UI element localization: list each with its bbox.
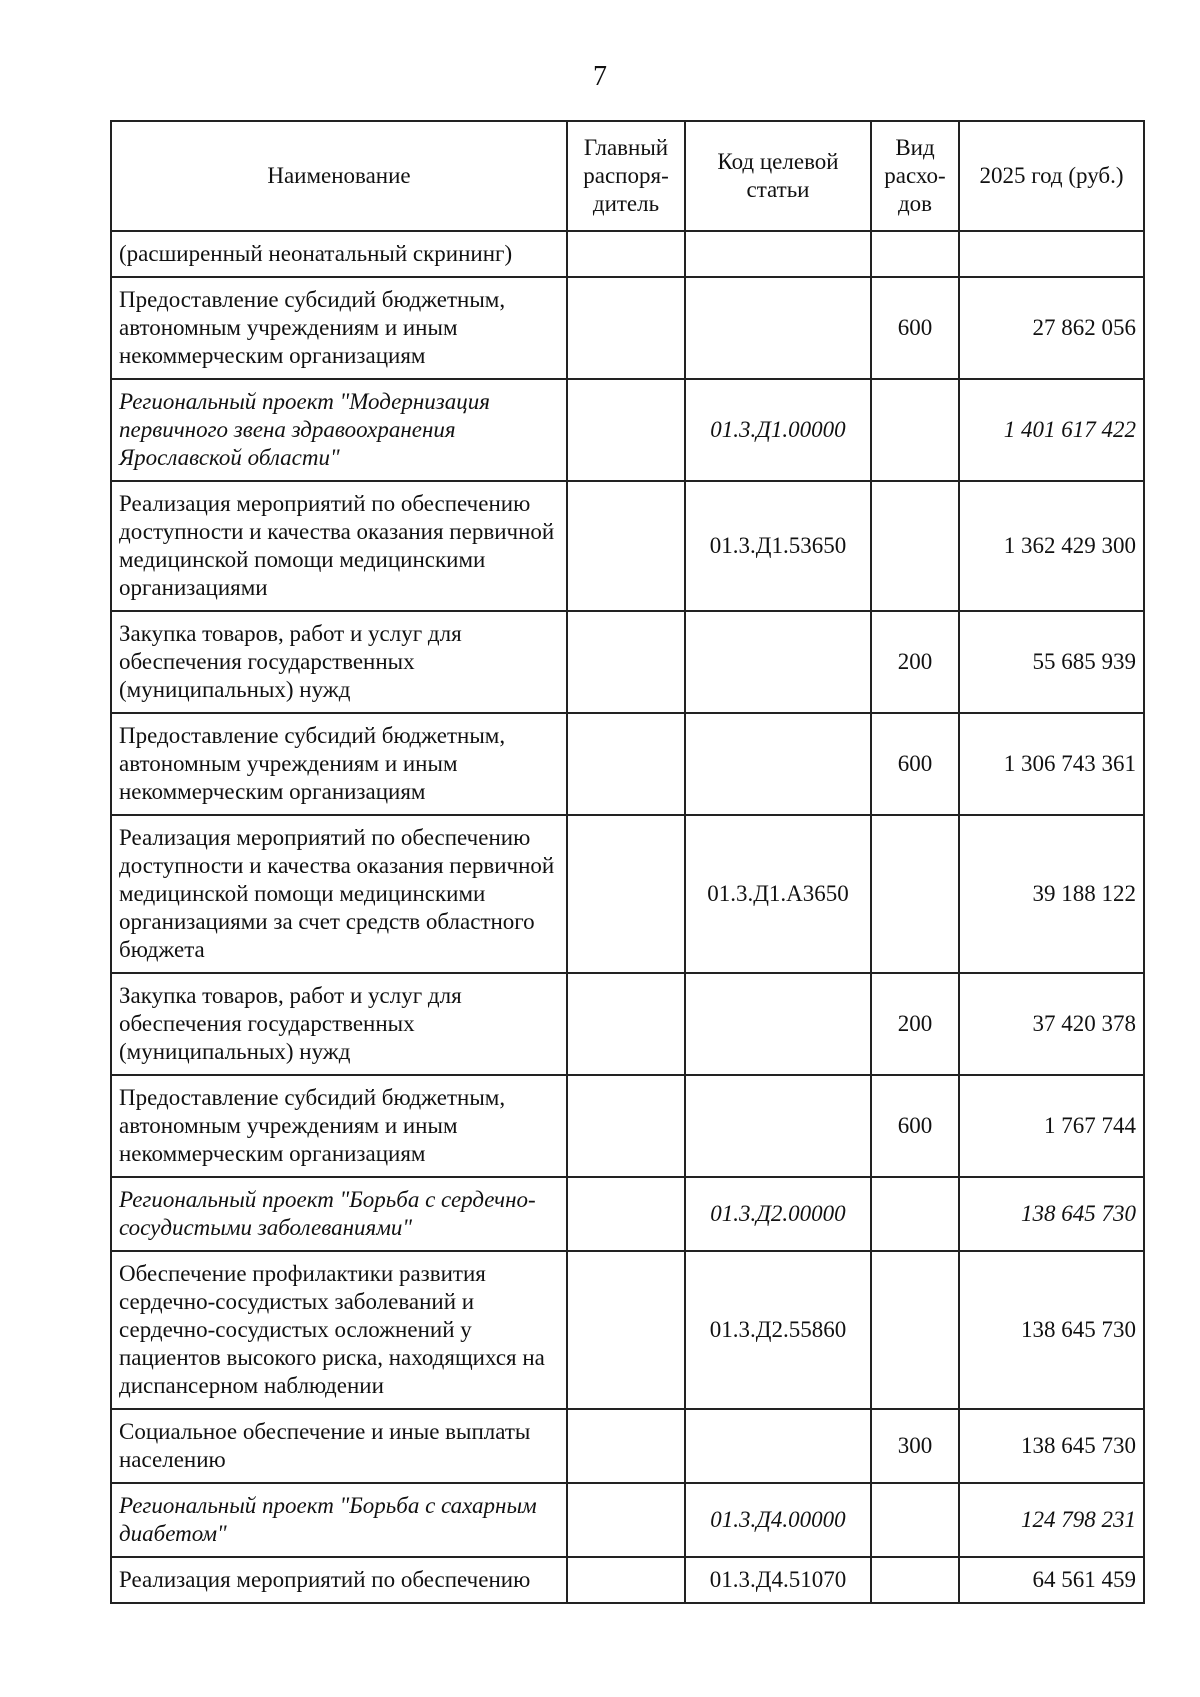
row-amount: 138 645 730 <box>959 1251 1144 1409</box>
table-row-project <box>111 1483 1144 1557</box>
row-kind: 600 <box>871 713 959 815</box>
row-kind: 600 <box>871 277 959 379</box>
row-code: 01.3.Д1.53650 <box>685 481 871 611</box>
row-kind <box>871 1557 959 1603</box>
table-row <box>111 815 1144 973</box>
row-kind: 600 <box>871 1075 959 1177</box>
table-row <box>111 713 1144 815</box>
row-admin <box>567 379 685 481</box>
table-row <box>111 277 1144 379</box>
row-name: Обеспечение профилактики развития сердечно-сосудистых заболеваний и сердечно-сосудистых осложнений у пациентов высокого риска, находящихся на диспансерном наблюдении <box>111 1251 567 1409</box>
row-code: 01.3.Д2.55860 <box>685 1251 871 1409</box>
row-amount: 1 306 743 361 <box>959 713 1144 815</box>
row-code <box>685 713 871 815</box>
table-row <box>111 481 1144 611</box>
row-admin <box>567 231 685 277</box>
row-amount: 1 401 617 422 <box>959 379 1144 481</box>
row-code <box>685 611 871 713</box>
page-number: 7 <box>593 61 607 92</box>
row-name: Закупка товаров, работ и услуг для обеспечения государственных (муниципальных) нужд <box>111 973 567 1075</box>
row-name: Социальное обеспечение и иные выплаты населению <box>111 1409 567 1483</box>
row-code <box>685 973 871 1075</box>
row-admin <box>567 1177 685 1251</box>
row-name: Реализация мероприятий по обеспечению <box>111 1557 567 1603</box>
row-admin <box>567 1483 685 1557</box>
row-amount: 1 767 744 <box>959 1075 1144 1177</box>
row-admin <box>567 277 685 379</box>
row-kind <box>871 1177 959 1251</box>
row-name: Реализация мероприятий по обеспечению доступности и качества оказания первичной медицинской помощи медицинскими организациями за счет средств областного бюджета <box>111 815 567 973</box>
row-amount: 1 362 429 300 <box>959 481 1144 611</box>
row-admin <box>567 713 685 815</box>
row-admin <box>567 1251 685 1409</box>
table-row-project <box>111 379 1144 481</box>
row-code <box>685 277 871 379</box>
row-amount: 124 798 231 <box>959 1483 1144 1557</box>
row-admin <box>567 611 685 713</box>
row-kind: 200 <box>871 611 959 713</box>
table-row <box>111 231 1144 277</box>
row-code: 01.3.Д1.00000 <box>685 379 871 481</box>
row-code <box>685 1409 871 1483</box>
row-name: Закупка товаров, работ и услуг для обеспечения государственных (муниципальных) нужд <box>111 611 567 713</box>
budget-table <box>110 120 1145 1604</box>
row-name: Предоставление субсидий бюджетным, автономным учреждениям и иным некоммерческим организациям <box>111 1075 567 1177</box>
row-name: Региональный проект "Борьба с сердечно-сосудистыми заболеваниями" <box>111 1177 567 1251</box>
row-amount: 27 862 056 <box>959 277 1144 379</box>
row-admin <box>567 1557 685 1603</box>
row-admin <box>567 815 685 973</box>
row-name: Реализация мероприятий по обеспечению доступности и качества оказания первичной медицинской помощи медицинскими организациями <box>111 481 567 611</box>
table-row <box>111 1251 1144 1409</box>
table-row-project <box>111 1177 1144 1251</box>
row-name: Региональный проект "Модернизация первичного звена здравоохранения Ярославской области" <box>111 379 567 481</box>
row-name: Предоставление субсидий бюджетным, автономным учреждениям и иным некоммерческим организациям <box>111 277 567 379</box>
row-code: 01.3.Д4.00000 <box>685 1483 871 1557</box>
row-name: (расширенный неонатальный скрининг) <box>111 231 567 277</box>
header-amount: 2025 год (руб.) <box>959 121 1144 231</box>
row-kind <box>871 1483 959 1557</box>
table-row <box>111 1409 1144 1483</box>
row-kind <box>871 815 959 973</box>
table-header-row <box>111 121 1144 231</box>
row-amount <box>959 231 1144 277</box>
row-kind <box>871 1251 959 1409</box>
row-code <box>685 231 871 277</box>
row-kind: 200 <box>871 973 959 1075</box>
row-name: Предоставление субсидий бюджетным, автономным учреждениям и иным некоммерческим организациям <box>111 713 567 815</box>
table-row <box>111 973 1144 1075</box>
row-kind: 300 <box>871 1409 959 1483</box>
table-row <box>111 1557 1144 1603</box>
row-code <box>685 1075 871 1177</box>
table-row <box>111 611 1144 713</box>
row-amount: 64 561 459 <box>959 1557 1144 1603</box>
header-name: Наименование <box>111 121 567 231</box>
header-kind: Вид расхо-дов <box>871 121 959 231</box>
header-code: Код целевой статьи <box>685 121 871 231</box>
table-row <box>111 1075 1144 1177</box>
row-kind <box>871 481 959 611</box>
row-admin <box>567 481 685 611</box>
header-admin: Главный распоря-дитель <box>567 121 685 231</box>
row-code: 01.3.Д4.51070 <box>685 1557 871 1603</box>
row-name: Региональный проект "Борьба с сахарным диабетом" <box>111 1483 567 1557</box>
row-kind <box>871 231 959 277</box>
row-amount: 138 645 730 <box>959 1409 1144 1483</box>
row-code: 01.3.Д2.00000 <box>685 1177 871 1251</box>
row-amount: 138 645 730 <box>959 1177 1144 1251</box>
row-code: 01.3.Д1.А3650 <box>685 815 871 973</box>
row-admin <box>567 973 685 1075</box>
row-kind <box>871 379 959 481</box>
row-admin <box>567 1075 685 1177</box>
row-amount: 39 188 122 <box>959 815 1144 973</box>
row-admin <box>567 1409 685 1483</box>
row-amount: 55 685 939 <box>959 611 1144 713</box>
row-amount: 37 420 378 <box>959 973 1144 1075</box>
